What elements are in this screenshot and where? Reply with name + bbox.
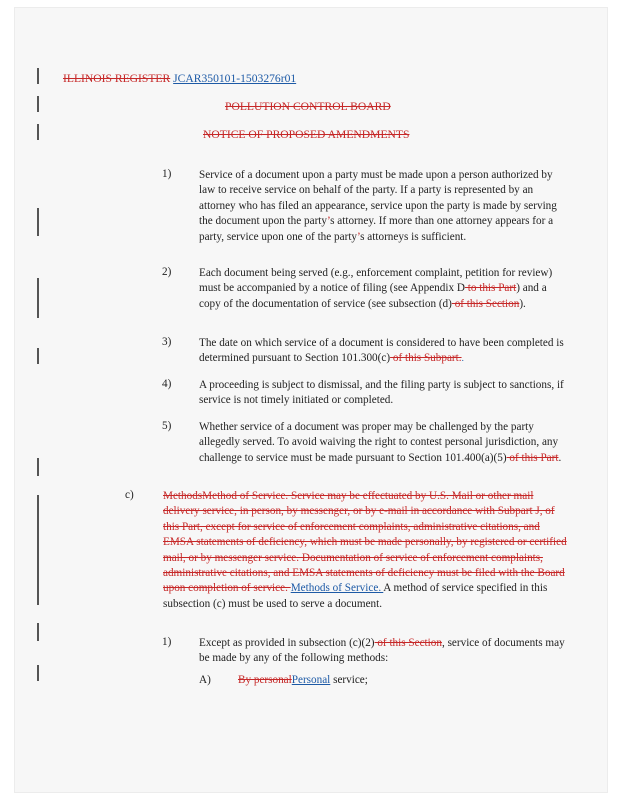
notice-header: NOTICE OF PROPOSED AMENDMENTS (203, 128, 410, 141)
change-bar (37, 348, 39, 364)
change-bar (37, 495, 39, 605)
item-paragraph: Each document being served (e.g., enforcement complaint, petition for review) must be accompanied by a notice of filing (see Appendix D to this Part) and a copy of the documentation of service (see subsection (d) of this Section). (199, 267, 553, 310)
register-header (63, 72, 296, 85)
item-number: 4) (162, 378, 172, 390)
change-bar (37, 124, 39, 140)
deleted-text: MethodsMethod of Service. Service may be effectuated by U.S. Mail or other mail delivery service, in person, by messenger, or by e-mail in accordance with Subpart J, of this Part, except for service of enforcement complaints, administrative citations, and EMSA statements of deficiency, which must be made personally, by registered or certified mail, or by messenger service. Documentation of service of enforcement complaints, administrative citations, and EMSA statements of deficiency must be filed with the Board upon completion of service. (163, 490, 567, 595)
item-paragraph: By personalPersonal service; (238, 674, 368, 686)
item-number: 5) (162, 420, 172, 432)
board-header: POLLUTION CONTROL BOARD (225, 100, 391, 113)
item-paragraph: Service of a document upon a party must be made upon a person authorized by law to receive service on behalf of the party. If a party is represented by an attorney who has filed an appearance, service upon the party is made by serving the document upon the party’s attorney. If more than one attorney appears for a party, service upon one of the party’s attorneys is sufficient. (199, 169, 557, 243)
change-bar (37, 68, 39, 84)
change-bar (37, 665, 39, 681)
inserted-register-id: JCAR350101-1503276r01 (173, 72, 297, 85)
document-page (15, 8, 607, 792)
inserted-heading: Methods of Service. (290, 582, 384, 595)
change-bar (37, 208, 39, 236)
item-paragraph: The date on which service of a document is considered to have been completed is determined pursuant to Section 101.300(c) of this Subpart.. (199, 337, 564, 365)
item-number: 2) (162, 266, 172, 278)
item-paragraph: Except as provided in subsection (c)(2) of this Section, service of documents may be made by any of the following methods: (199, 637, 565, 665)
item-number: 3) (162, 336, 172, 348)
change-bar (37, 458, 39, 476)
item-number: 1) (162, 168, 172, 180)
section-label: c) (125, 489, 134, 501)
deleted-register-title: ILLINOIS REGISTER (63, 72, 171, 85)
section-paragraph: MethodsMethod of Service. Service may be effectuated by U.S. Mail or other mail delivery service, in person, by messenger, or by e-mail in accordance with Subpart J, of this Part, except for service of enforcement complaints, administrative citations, and EMSA statements of deficiency, which must be made personally, by registered or certified mail, or by messenger service. Documentation of service of enforcement complaints, administrative citations, and EMSA statements of deficiency must be filed with the Board upon completion of service. Methods of Service. A method of service specified in this subsection (c) must be used to serve a document. (163, 490, 567, 610)
change-bar (37, 623, 39, 641)
item-paragraph: Whether service of a document was proper may be challenged by the party allegedly served. To avoid waiving the right to contest personal jurisdiction, any challenge to service must be made pursuant to Section 101.400(a)(5) of this Part. (199, 421, 562, 464)
change-bar (37, 278, 39, 318)
item-paragraph: A proceeding is subject to dismissal, and the filing party is subject to sanctions, if service is not timely initiated or completed. (199, 379, 564, 407)
change-bar (37, 96, 39, 112)
item-letter: A) (199, 674, 211, 686)
item-number: 1) (162, 636, 172, 648)
